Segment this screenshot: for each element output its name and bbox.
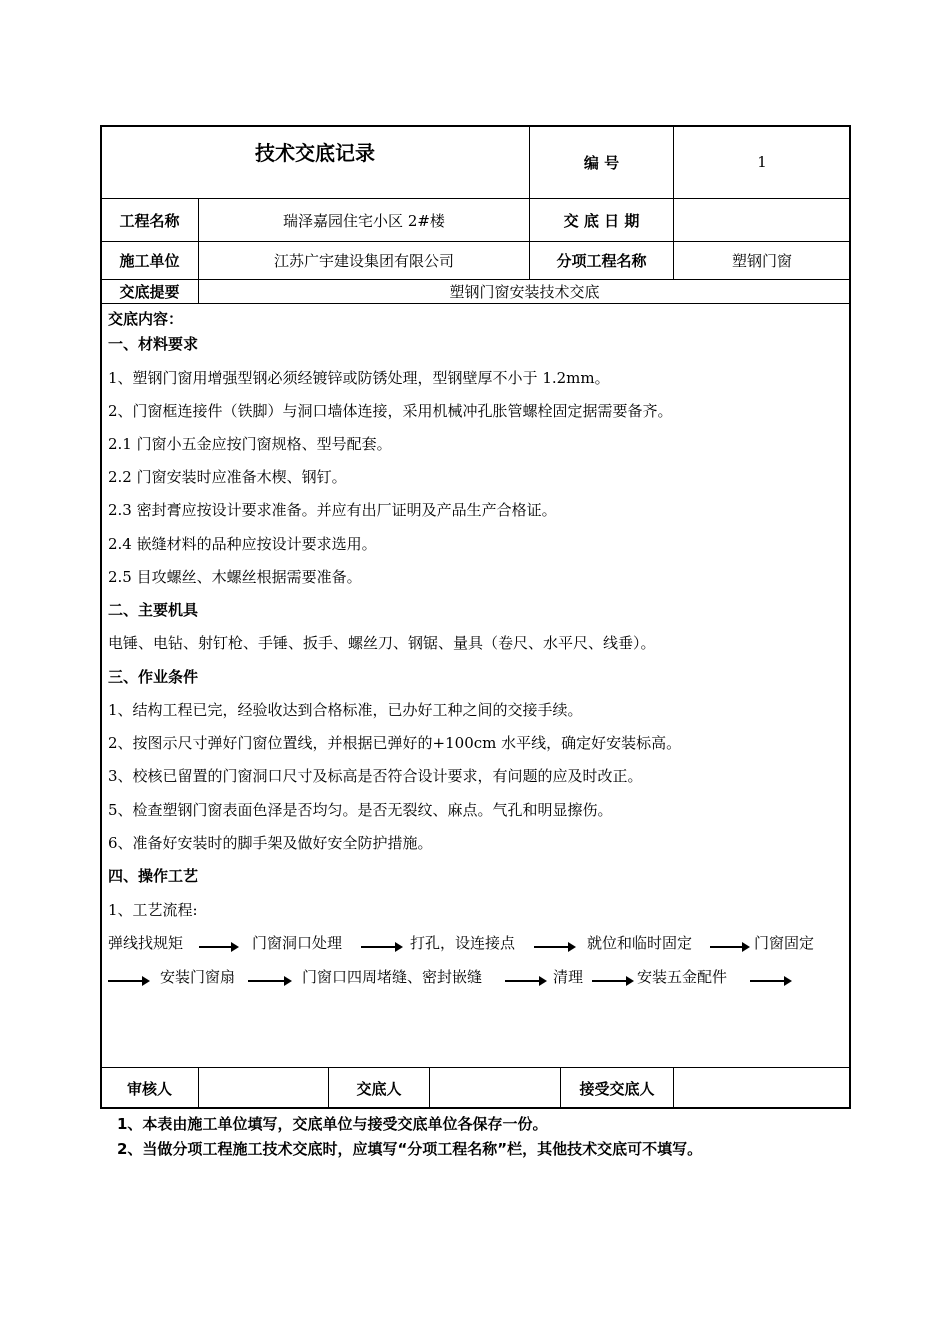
content-line: 2.4 嵌缝材料的品种应按设计要求选用。 (108, 535, 377, 553)
flow-arrow-icon (505, 980, 545, 982)
date-value[interactable] (674, 199, 850, 241)
content-label: 交底内容： (108, 310, 184, 328)
summary-value[interactable]: 塑钢门窗安装技术交底 (449, 283, 600, 301)
sub-project-value[interactable]: 塑钢门窗 (731, 252, 792, 270)
content-line: 2.3 密封膏应按设计要求准备。并应有出厂证明及产品生产合格证。 (108, 501, 557, 519)
content-line: 1、塑钢门窗用增强型钢必须经镀锌或防锈处理，型钢壁厚不小于 1.2mm。 (108, 369, 610, 387)
content-line: 电锤、电钻、射钉枪、手锤、扳手、螺丝刀、钢锯、量具（卷尺、水平尺、线垂）。 (108, 634, 656, 652)
number-value[interactable]: 1 (757, 153, 767, 171)
content-line: 2、按图示尺寸弹好门窗位置线，并根据已弹好的+100cm 水平线，确定好安装标高。 (108, 734, 682, 752)
footnote: 2、当做分项工程施工技术交底时，应填写“分项工程名称”栏，其他技术交底可不填写。 (117, 1140, 703, 1158)
summary-label: 交底提要 (119, 283, 180, 301)
number-label: 编 号 (583, 153, 620, 172)
date-label: 交 底 日 期 (563, 211, 640, 230)
flow-arrow-icon (199, 946, 237, 948)
reviewer-label: 审核人 (126, 1079, 172, 1098)
project-name-value[interactable]: 瑞泽嘉园住宅小区 2#楼 (283, 211, 445, 230)
flow-arrow-icon (108, 980, 148, 982)
flow-step: 清理 (553, 968, 584, 986)
discloser-label: 交底人 (356, 1079, 402, 1098)
flow-arrow-icon (534, 946, 574, 948)
content-line: 2.5 目攻螺丝、木螺丝根据需要准备。 (108, 568, 362, 586)
flow-arrow-icon (592, 980, 632, 982)
content-line: 2、门窗框连接件（铁脚）与洞口墙体连接，采用机械冲孔胀管螺栓固定据需要备齐。 (108, 402, 673, 420)
flow-arrow-icon (361, 946, 401, 948)
content-line: 1、工艺流程: (108, 901, 198, 919)
receiver-value[interactable] (674, 1068, 850, 1108)
flow-step: 门窗洞口处理 (252, 934, 343, 952)
section-heading: 四、操作工艺 (108, 867, 199, 885)
flow-step: 门窗口四周堵缝、密封嵌缝 (302, 968, 483, 986)
flow-arrow-icon (750, 980, 790, 982)
reviewer-value[interactable] (199, 1068, 328, 1108)
content-line: 1、结构工程已完，经验收达到合格标准，已办好工种之间的交接手续。 (108, 701, 583, 719)
section-heading: 一、材料要求 (108, 335, 199, 353)
content-line: 5、检查塑钢门窗表面色泽是否均匀。是否无裂纹、麻点。气孔和明显擦伤。 (108, 801, 613, 819)
content-line: 3、校核已留置的门窗洞口尺寸及标高是否符合设计要求，有问题的应及时改正。 (108, 767, 643, 785)
flow-step: 就位和临时固定 (587, 934, 693, 952)
unit-value[interactable]: 江苏广宇建设集团有限公司 (273, 252, 454, 270)
flow-step: 安装五金配件 (637, 968, 728, 986)
sub-project-label: 分项工程名称 (556, 252, 647, 270)
section-heading: 二、主要机具 (108, 601, 199, 619)
content-line: 2.2 门窗安装时应准备木楔、钢钉。 (108, 468, 347, 486)
footnote: 1、本表由施工单位填写，交底单位与接受交底单位各保存一份。 (117, 1115, 548, 1133)
row-divider (101, 303, 850, 304)
section-heading: 三、作业条件 (108, 668, 199, 686)
flow-arrow-icon (710, 946, 748, 948)
content-line: 6、准备好安装时的脚手架及做好安全防护措施。 (108, 834, 433, 852)
project-name-label: 工程名称 (119, 211, 180, 230)
flow-step: 弹线找规矩 (108, 934, 184, 952)
discloser-value[interactable] (430, 1068, 560, 1108)
flow-step: 门窗固定 (754, 934, 815, 952)
receiver-label: 接受交底人 (579, 1079, 655, 1098)
form-title: 技术交底记录 (255, 140, 375, 165)
flow-step: 打孔，设连接点 (410, 934, 516, 952)
flow-step: 安装门窗扇 (160, 968, 236, 986)
content-line: 2.1 门窗小五金应按门窗规格、型号配套。 (108, 435, 392, 453)
flow-arrow-icon (248, 980, 290, 982)
unit-label: 施工单位 (119, 252, 180, 270)
